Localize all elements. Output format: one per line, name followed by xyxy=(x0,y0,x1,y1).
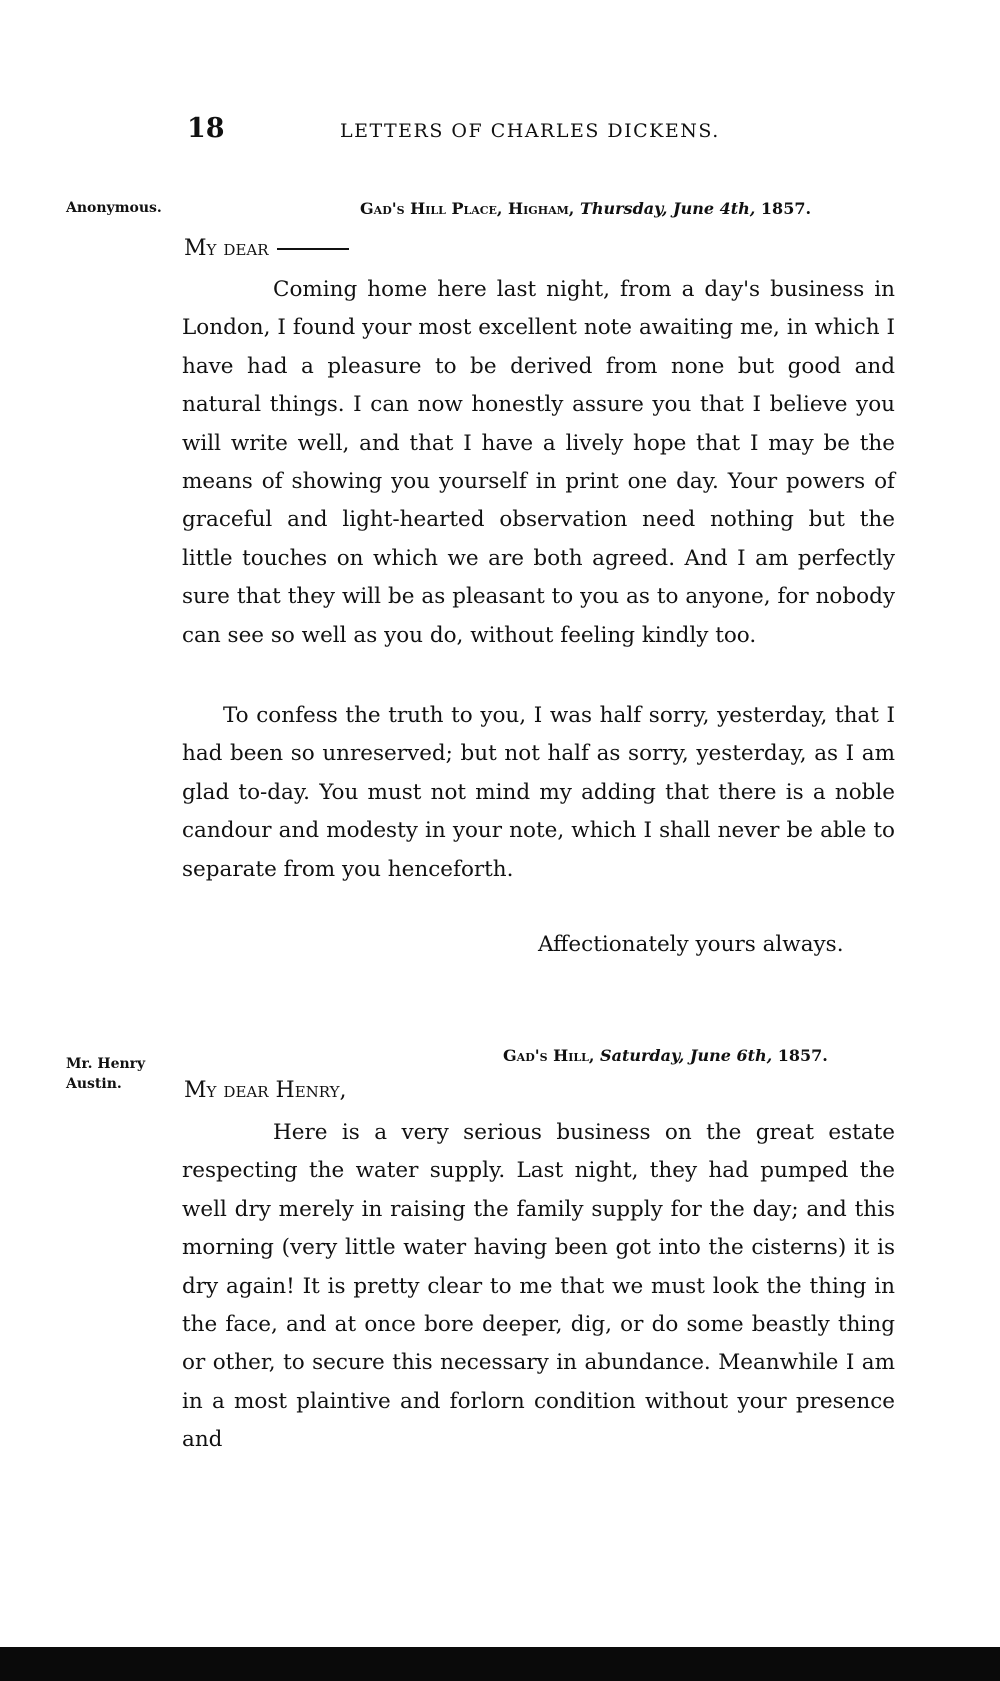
letter-paragraph: To confess the truth to you, I was half sorry, yesterday, that I had been so unreserved; but not half as sorry, yesterday, as I am glad to-day. You must not mind my adding that there is a noble candour and modesty in your note, which I shall never be able to separate from you henceforth. xyxy=(182,703,895,882)
margin-note-line: Austin. xyxy=(66,1076,122,1092)
dateline-place: Gad's Hill, xyxy=(503,1046,595,1065)
dateline-date: Thursday, June 4th, xyxy=(579,199,756,218)
scan-edge-bar xyxy=(0,1647,1000,1681)
dateline-date: Saturday, June 6th, xyxy=(600,1046,773,1065)
salutation: My dear Henry, xyxy=(184,1078,347,1103)
letter-paragraph: Coming home here last night, from a day's business in London, I found your most excellent note awaiting me, in which I have had a pleasure to be derived from none but good and natural things. I can now honestly assure you that I believe you will write well, and that I have a lively hope that I may be the means of showing you yourself in print one day. Your powers of graceful and light-hearted observation need nothing but the little touches on which we are both agreed. And I am perfectly sure that they will be as pleasant to you as to anyone, for nobody can see so well as you do, without feeling kindly too. xyxy=(182,277,895,648)
dateline xyxy=(360,199,811,218)
page-number: 18 xyxy=(187,113,225,144)
letter-closing: Affectionately yours always. xyxy=(538,932,844,957)
salutation xyxy=(184,236,349,261)
letter-paragraph: Here is a very serious business on the great estate respecting the water supply. Last night, they had pumped the well dry merely in raising the family supply for the day; and this morning (very little water having been got into the cisterns) it is dry again! It is pretty clear to me that we must look the thing in the face, and at once bore deeper, dig, or do some beastly thing or other, to secure this necessary in abundance. Meanwhile I am in a most plaintive and forlorn condition without your presence and xyxy=(182,1120,895,1453)
dateline xyxy=(503,1046,828,1065)
margin-note-line: Mr. Henry xyxy=(66,1056,146,1072)
running-title: LETTERS OF CHARLES DICKENS. xyxy=(340,120,720,142)
salutation-dash xyxy=(277,248,349,250)
margin-note-recipient: Anonymous. xyxy=(66,200,162,216)
dateline-place: Gad's Hill Place, Higham, xyxy=(360,199,575,218)
margin-note-recipient xyxy=(66,1054,145,1094)
dateline-year: 1857. xyxy=(760,199,812,218)
dateline-year: 1857. xyxy=(777,1046,828,1065)
salutation-text: My dear xyxy=(184,236,269,261)
